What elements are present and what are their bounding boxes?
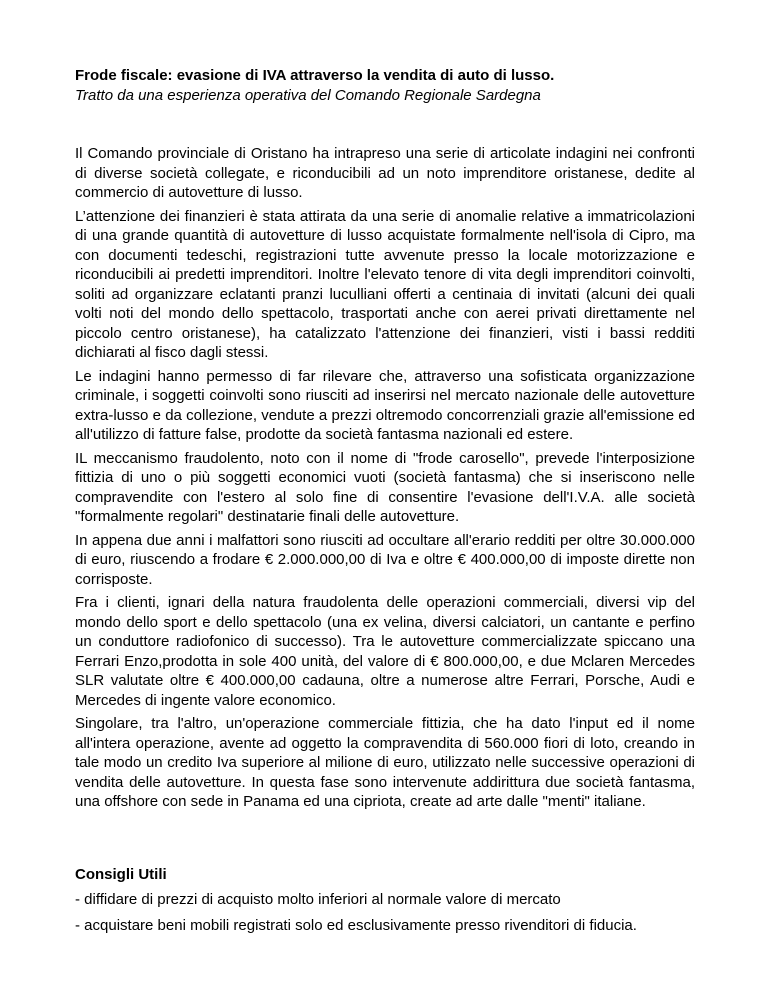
paragraph-2: L’attenzione dei finanzieri è stata attirata da una serie di anomalie relative a immatricolazioni di una grande quantità di autovetture di lusso acquistate formalmente nell'isola di Cipro, ma con documenti tedeschi, registrazioni tutte avvenute presso la locale motorizzazione e riconducibili ai predetti imprenditori. Inoltre l'elevato tenore di vita degli imprenditori coinvolti, soliti ad organizzare eclatanti pranzi luculliani offerti a centinaia di invitati (alcuni dei quali volti noti del mondo dello spettacolo, trasportati anche con aerei privati direttamente nel piccolo centro oristanese), ha catalizzato l'attenzione dei finanzieri, visti i bassi redditi dichiarati al fisco dagli stessi. [75, 207, 695, 361]
tips-heading: Consigli Utili [75, 865, 167, 883]
paragraph-5: In appena due anni i malfattori sono riusciti ad occultare all'erario redditi per oltre 30.000.000 di euro, riuscendo a frodare € 2.000.000,00 di Iva e oltre € 400.000,00 di imposte dirette non corrisposte. [75, 531, 695, 588]
paragraph-6: Fra i clienti, ignari della natura fraudolenta delle operazioni commerciali, diversi vip del mondo dello sport e dello spettacolo (una ex velina, diversi calciatori, un cantante e perfino un conduttore radiofonico di successo). Tra le autovetture commercializzate spiccano una Ferrari Enzo,prodotta in sole 400 unità, del valore di € 800.000,00, e due Mclaren Mercedes SLR valutate oltre € 400.000,00 cadauna, oltre a numerose altre Ferrari, Porsche, Audi e Mercedes di ingente valore economico. [75, 594, 695, 709]
document-subtitle: Tratto da una esperienza operativa del Comando Regionale Sardegna [75, 86, 541, 104]
document-title: Frode fiscale: evasione di IVA attraverso la vendita di auto di lusso. [75, 67, 555, 84]
document-body [75, 144, 695, 812]
paragraph-4: IL meccanismo fraudolento, noto con il nome di "frode carosello", prevede l'interposizione fittizia di uno o più soggetti economici vuoti (società fantasma) che si inseriscono nelle compravendite con l'estero al solo fine di consentire l'evasione dell'I.V.A. alle società "formalmente regolari" destinatarie finali delle autovetture. [75, 449, 695, 525]
tip-item: - diffidare di prezzi di acquisto molto inferiori al normale valore di mercato [75, 891, 561, 908]
paragraph-7: Singolare, tra l'altro, un'operazione commerciale fittizia, che ha dato l'input ed il nome all'intera operazione, avente ad oggetto la compravendita di 560.000 fiori di loto, creando in tale modo un credito Iva superiore al milione di euro, utilizzato nelle successive operazioni di vendita delle autovetture. In questa fase sono intervenute addirittura due società fantasma, una offshore con sede in Panama ed una cipriota, create ad arte dalle "menti" italiane. [75, 715, 695, 810]
paragraph-3: Le indagini hanno permesso di far rilevare che, attraverso una sofisticata organizzazione criminale, i soggetti coinvolti sono riusciti ad inserirsi nel mercato nazionale delle autovetture extra-lusso e da collezione, vendute a prezzi oltremodo concorrenziali grazie all'emissione ed all'utilizzo di fatture false, prodotte da società fantasma nazionali ed estere. [75, 367, 695, 443]
document-page [75, 66, 695, 941]
tips-section [75, 865, 695, 936]
paragraph-1: Il Comando provinciale di Oristano ha intrapreso una serie di articolate indagini nei confronti di diverse società collegate, e riconducibili ad un noto imprenditore oristanese, dedite al commercio di autovetture di lusso. [75, 145, 695, 201]
tip-item: - acquistare beni mobili registrati solo ed esclusivamente presso rivenditori di fiducia. [75, 916, 637, 934]
